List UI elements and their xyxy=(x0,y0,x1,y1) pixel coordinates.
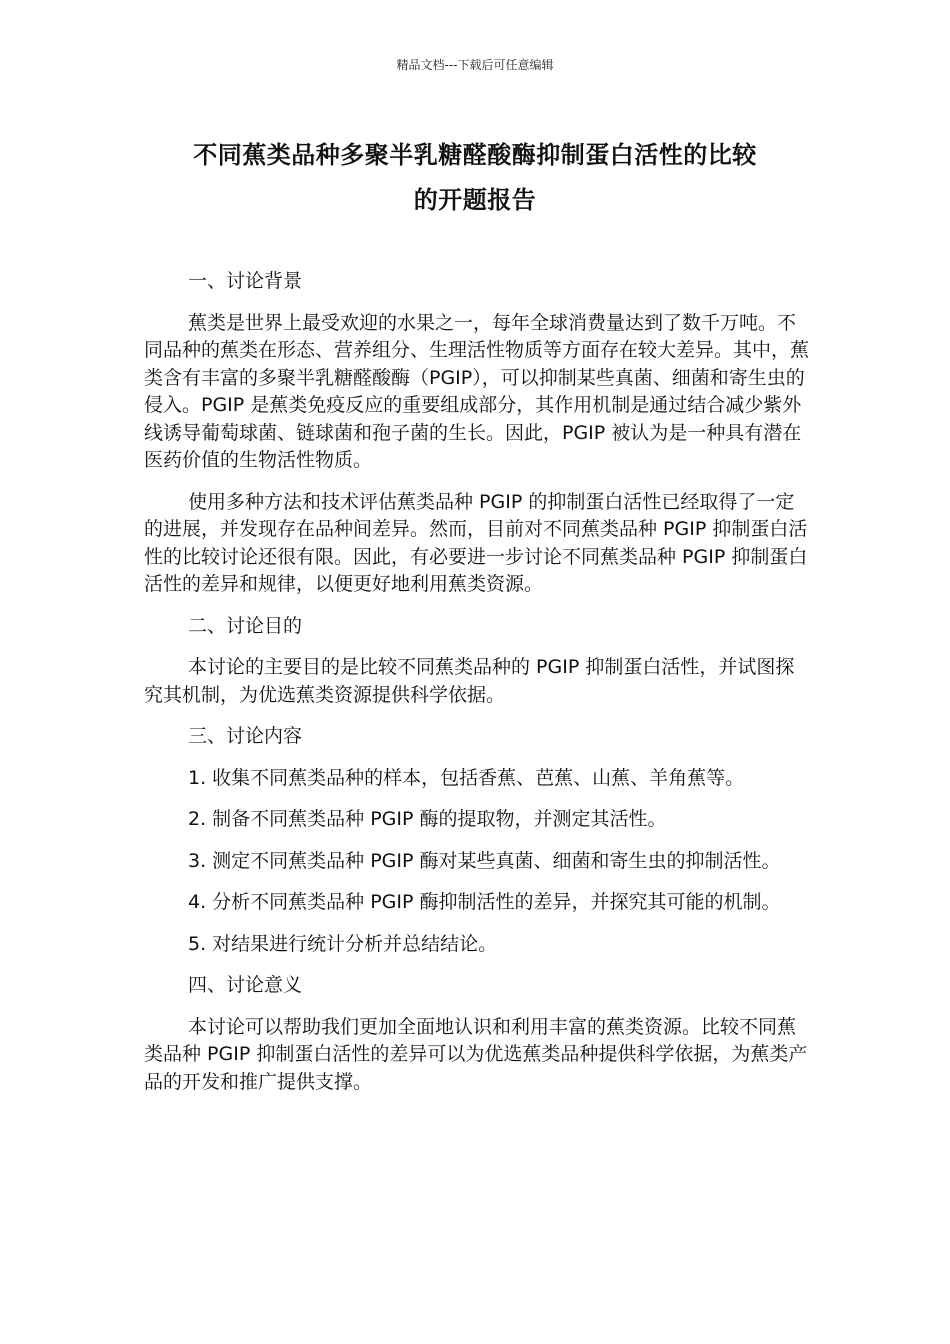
paragraph-background-2: 使用多种方法和技术评估蕉类品种 PGIP 的抑制蛋白活性已经取得了一定的进展，并发现存在品种间差异。然而，目前对不同蕉类品种 PGIP 抑制蛋白活性的比较讨论还很有限。因此，有必要进一步讨论不同蕉类品种 PGIP 抑制蛋白活性的差异和规律，以便更好地利用蕉类资源。 xyxy=(144,490,808,595)
paragraph-background-1: 蕉类是世界上最受欢迎的水果之一，每年全球消费量达到了数千万吨。不同品种的蕉类在形态、营养组分、生理活性物质等方面存在较大差异。其中，蕉类含有丰富的多聚半乳糖醛酸酶（PGIP），可以抑制某些真菌、细菌和寄生虫的侵入。PGIP 是蕉类免疫反应的重要组成部分，其作用机制是通过结合减少紫外线诱导葡萄球菌、链球菌和孢子菌的生长。因此，PGIP 被认为是一种具有潜在医药价值的生物活性物质。 xyxy=(144,311,810,471)
list-item: 3. 测定不同蕉类品种 PGIP 酶对某些真菌、细菌和寄生虫的抑制活性。 xyxy=(188,849,781,872)
section-heading-background: 一、讨论背景 xyxy=(188,270,303,292)
page-header: 精品文档---下载后可任意编辑 xyxy=(396,58,554,72)
title-line-2: 的开题报告 xyxy=(413,186,537,214)
document-body xyxy=(144,268,810,1096)
paragraph-significance: 本讨论可以帮助我们更加全面地认识和利用丰富的蕉类资源。比较不同蕉类品种 PGIP 抑制蛋白活性的差异可以为优选蕉类品种提供科学依据，为蕉类产品的开发和推广提供支撑。 xyxy=(144,1015,808,1093)
title-line-1: 不同蕉类品种多聚半乳糖醛酸酶抑制蛋白活性的比较 xyxy=(193,141,757,169)
document-title xyxy=(130,133,820,223)
paragraph-purpose: 本讨论的主要目的是比较不同蕉类品种的 PGIP 抑制蛋白活性，并试图探究其机制，为优选蕉类资源提供科学依据。 xyxy=(144,656,795,706)
list-item: 2. 制备不同蕉类品种 PGIP 酶的提取物，并测定其活性。 xyxy=(188,808,667,830)
section-heading-purpose: 二、讨论目的 xyxy=(188,614,303,637)
section-heading-content: 三、讨论内容 xyxy=(188,725,303,747)
list-item: 5. 对结果进行统计分析并总结结论。 xyxy=(188,932,498,955)
list-item: 4. 分析不同蕉类品种 PGIP 酶抑制活性的差异，并探究其可能的机制。 xyxy=(188,891,781,913)
list-item: 1. 收集不同蕉类品种的样本，包括香蕉、芭蕉、山蕉、羊角蕉等。 xyxy=(188,766,745,789)
section-heading-significance: 四、讨论意义 xyxy=(188,974,303,996)
